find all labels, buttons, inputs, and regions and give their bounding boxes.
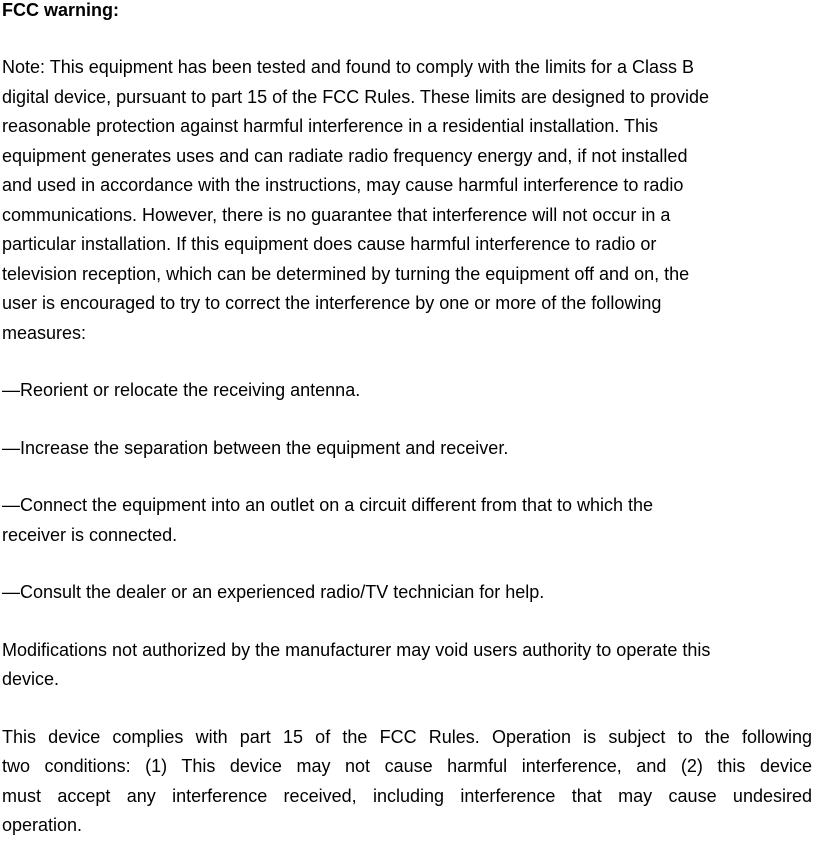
text-line: —Connect the equipment into an outlet on a circuit different from that to which the — [2, 495, 654, 515]
measure-increase-separation — [2, 434, 812, 464]
text-line: measures: — [2, 322, 87, 343]
fcc-note-paragraph — [2, 53, 812, 348]
text-line: two conditions: (1) This device may not cause harmful interference, and (2) this device — [2, 756, 812, 776]
measure-connect-outlet — [2, 491, 812, 550]
text-line: particular installation. If this equipment does cause harmful interference to radio or — [2, 234, 657, 254]
text-line: television reception, which can be determined by turning the equipment off and on, the — [2, 263, 690, 284]
text-line: equipment generates uses and can radiate radio frequency energy and, if not installed — [2, 145, 688, 166]
text-line: reasonable protection against harmful interference in a residential installation. This — [2, 116, 659, 136]
text-line: This device complies with part 15 of the FCC Rules. Operation is subject to the following — [2, 726, 812, 747]
text-line: operation. — [2, 815, 83, 835]
document-title: FCC warning: — [2, 0, 119, 20]
text-line: Modifications not authorized by the manufacturer may void users authority to operate this — [2, 639, 711, 660]
measure-consult-dealer — [2, 578, 812, 608]
text-line: and used in accordance with the instructions, may cause harmful interference to radio — [2, 175, 684, 195]
text-line: receiver is connected. — [2, 524, 178, 545]
text-line: device. — [2, 669, 60, 689]
modifications-paragraph — [2, 636, 812, 695]
text-line: must accept any interference received, including interference that may cause undesired — [2, 785, 812, 806]
document — [2, 0, 812, 841]
text-line: digital device, pursuant to part 15 of the FCC Rules. These limits are designed to provide — [2, 86, 710, 107]
compliance-paragraph — [2, 723, 812, 841]
measure-reorient — [2, 376, 812, 406]
text-line: —Consult the dealer or an experienced radio/TV technician for help. — [2, 582, 545, 602]
text-line: user is encouraged to try to correct the interference by one or more of the following — [2, 293, 662, 313]
text-line: Note: This equipment has been tested and found to comply with the limits for a Class B — [2, 57, 695, 77]
text-line: —Increase the separation between the equipment and receiver. — [2, 437, 509, 458]
text-line: communications. However, there is no guarantee that interference will not occur in a — [2, 204, 671, 225]
text-line: —Reorient or relocate the receiving antenna. — [2, 380, 361, 400]
